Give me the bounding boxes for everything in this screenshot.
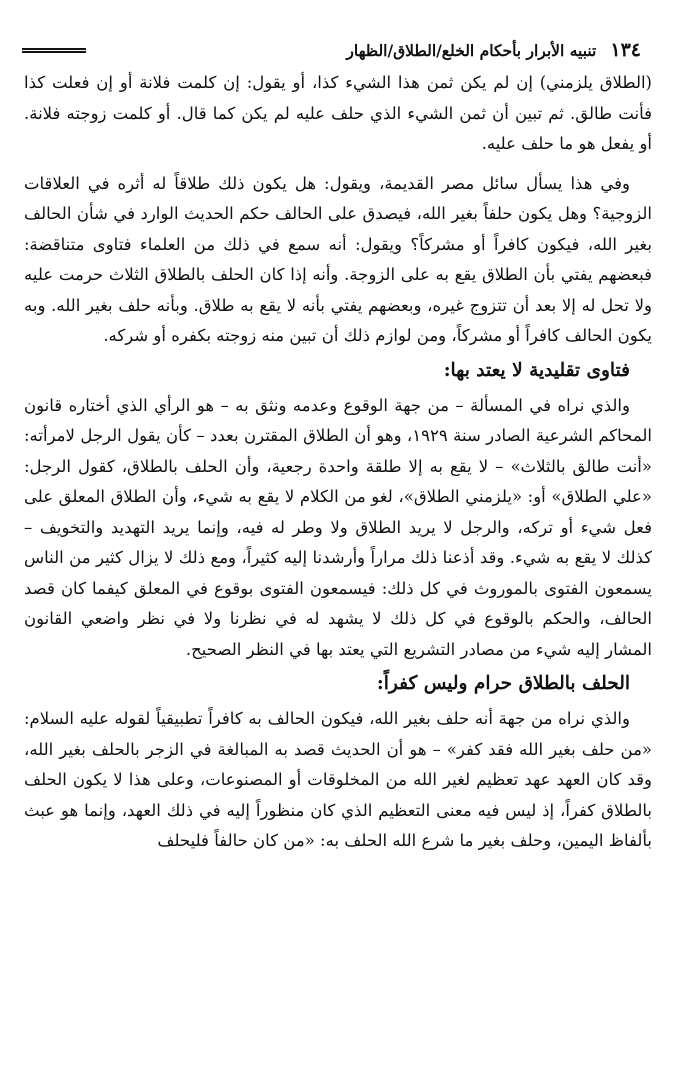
- running-title: تنبيه الأبرار بأحكام الخلع/الطلاق/الظهار: [346, 40, 597, 60]
- page-body: [24, 68, 652, 857]
- header-rule: [22, 48, 86, 53]
- paragraph: والذي نراه من جهة أنه حلف بغير الله، فيكون الحالف به كافراً تطبيقياً لقوله عليه السلام: «من حلف بغير الله فقد كفر» – هو أن الحديث قصد به المبالغة في الزجر بالحلف بغير الله، وقد كان العهد عهد تعظيم لغير الله من المخلوقات أو المصنوعات، وعلى هذا لا يكون الحلف بالطلاق كفراً، إذ ليس فيه معنى التعظيم الذي كان منظوراً إليه في ذلك العهد، وإنما هو عبث بألفاظ اليمين، وحلف بغير ما شرع الله الحلف به: «من كان حالفاً فليحلف: [24, 709, 652, 850]
- header-text-group: [86, 39, 657, 61]
- paragraph-gap: [24, 160, 652, 169]
- paragraph: (الطلاق يلزمني) إن لم يكن ثمن هذا الشيء كذا، أو يقول: إن كلمت فلانة أو إن فعلت كذا فأنت طالق. ثم تبين أن ثمن الشيء الذي حلف عليه لم يكن كما قال. أو كلمت زوجته فلانة. أو يفعل هو ما حلف عليه.: [24, 73, 652, 153]
- page-header: [22, 36, 657, 64]
- section-heading: الحلف بالطلاق حرام وليس كفراً:: [376, 673, 630, 694]
- paragraph: وفي هذا يسأل سائل مصر القديمة، ويقول: هل يكون ذلك طلاقاً له أثره في العلاقات الزوجية؟ وهل يكون حلفاً بغير الله، فيصدق على الحالف حكم الحديث الوارد في شأن الحالف بغير الله، فيكون كافراً أو مشركاً؟ ويقول: أنه سمع في ذلك من العلماء فتاوى متناقضة: فبعضهم يفتي بأن الطلاق يقع به على الزوجة. وأنه إذا كان الحلف بالطلاق الثلاث حرمت عليه ولا تحل له إلا بعد أن تتزوج غيره، وبعضهم يفتي بأنه لا يقع به طلاق. وبأنه حلف بغير الله. وبه يكون الحالف كافراً أو مشركاً، ومن لوازم ذلك أن تبين منه زوجته بكفره أو شركه.: [24, 173, 652, 345]
- section-heading: فتاوى تقليدية لا يعتد بها:: [443, 359, 630, 381]
- paragraph: والذي نراه في المسألة – من جهة الوقوع وعدمه ونثق به – هو الرأي الذي أختاره قانون المحاكم الشرعية الصادر سنة ١٩٢٩، وهو أن الطلاق المقترن بعدد – كأن يقول الرجل لامرأته: «أنت طالق بالثلاث» – لا يقع به إلا طلقة واحدة رجعية، وأن الحلف بالطلاق، كقول الرجل: «علي الطلاق» أو: «يلزمني الطلاق»، لغو من الكلام لا يقع به شيء، وأن الطلاق المعلق على فعل شيء أو تركه، والرجل لا يريد الطلاق ولا وطر له فيه، وإنما يريد التهديد والتخويف – كذلك لا يقع به شيء. وقد أذعنا ذلك مراراً وأرشدنا إليه كثيراً، ومع ذلك لا يزال كثير من الناس يسمعون الفتوى بالموروث في كل ذلك: فيسمعون الفتوى بوقوع في المعلق كيفما كان قصد الحالف، والحكم بالوقوع في كل ذلك لا يشهد له في نظرنا ولا في نظر واضعي القانون المشار إليه شيء من مصادر التشريع التي يعتد بها في النظر الصحيح.: [24, 395, 652, 659]
- page-number: ١٣٤: [610, 39, 641, 61]
